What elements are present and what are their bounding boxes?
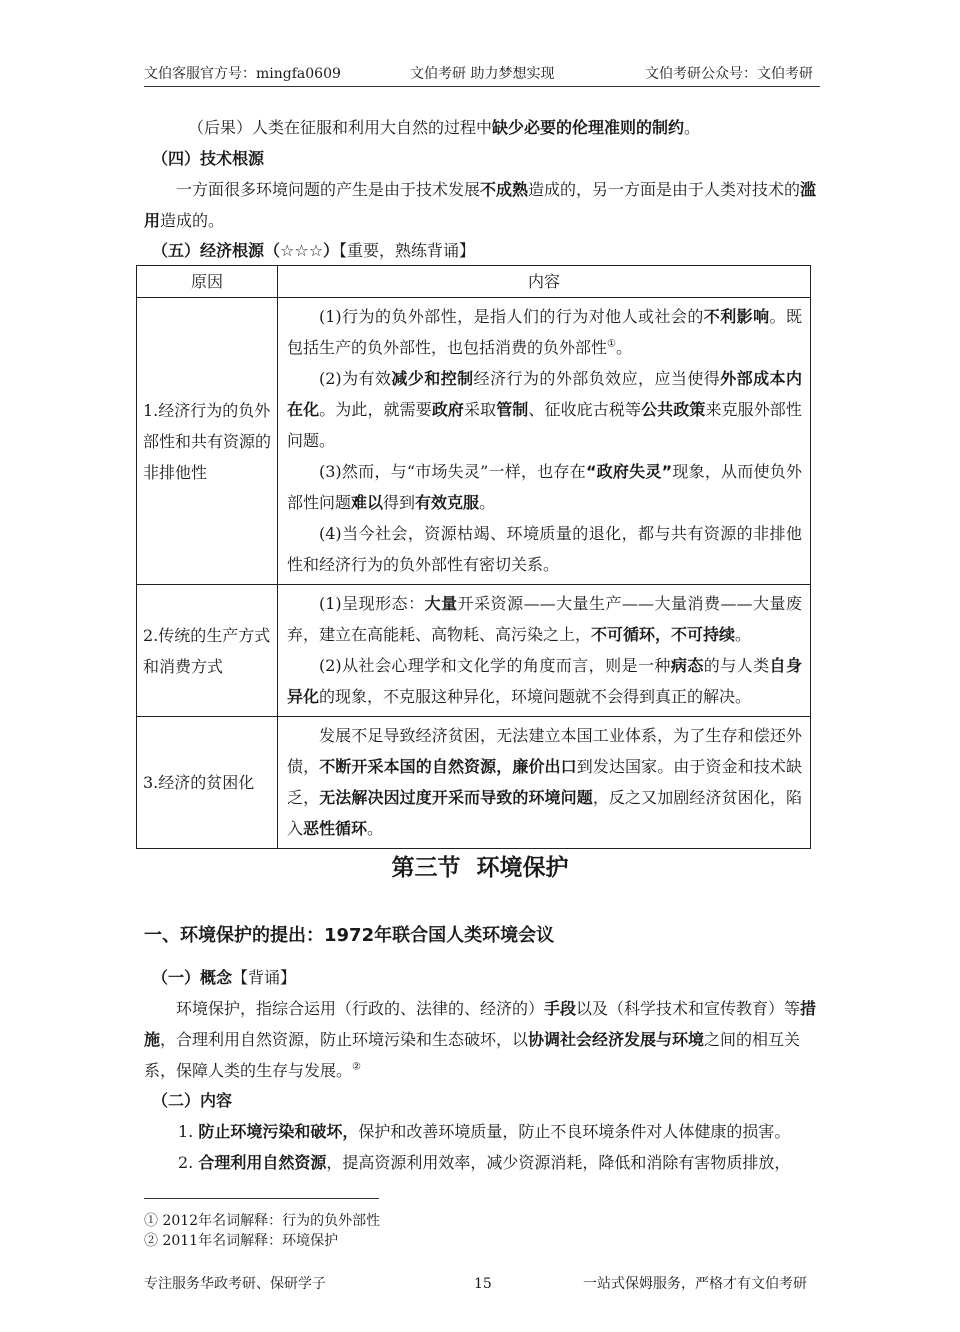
table-row [137, 585, 811, 717]
table-row [137, 717, 811, 849]
header-center: 文伯考研 助力梦想实现 [410, 66, 555, 82]
header-rule [144, 86, 820, 87]
footer-left: 专注服务华政考研、保研学子 [144, 1276, 326, 1292]
concept-definition: 环境保护，指综合运用（行政的、法律的、经济的）手段以及（科学技术和宣传教育）等措施，合理利用自然资源，防止环境污染和生态破坏，以协调社会经济发展与环境之间的相互关系，保障人类的生存与发展。② [144, 999, 817, 1080]
row1-content: (1)行为的负外部性，是指人们的行为对他人或社会的不利影响。既包括生产的负外部性，也包括消费的负外部性①。 (2)为有效减少和控制经济行为的外部负效应，应当使得外部成本内在化。为此，就需要政府采取管制、征收庇古税等公共政策来克服外部性问题。 (3)然而，与“市场失灵”一样，也存在“政府失灵”现象，从而使负外部性问题难以得到有效克服。 (4)当今社会，资源枯竭、环境质量的退化，都与共有资源的非排他性和经济行为的负外部性有密切关系。 [278, 298, 811, 585]
section-4-title: （四）技术根源 [152, 149, 265, 168]
row1-reason: 1.经济行为的负外部性和共有资源的非排他性 [137, 298, 278, 585]
footnote-1: ① 2012年名词解释：行为的负外部性 [144, 1213, 381, 1229]
page-number: 15 [474, 1276, 492, 1292]
table-row [137, 298, 811, 585]
header-left: 文伯客服官方号：mingfa0609 [144, 66, 341, 82]
col-header-content: 内容 [278, 266, 811, 298]
content-item-2: 2. 合理利用自然资源，提高资源利用效率，减少资源消耗，降低和消除有害物质排放， [178, 1153, 791, 1172]
subsection-concept-title: （一）概念【背诵】 [152, 968, 297, 987]
footnote-2: ② 2011年名词解释：环境保护 [144, 1233, 339, 1249]
subsection-content-title: （二）内容 [152, 1091, 233, 1110]
row2-content: (1)呈现形态：大量开采资源——大量生产——大量消费——大量废弃，建立在高能耗、高物耗、高污染之上，不可循环，不可持续。 (2)从社会心理学和文化学的角度而言，则是一种病态的与人类自身异化的现象，不克服这种异化，环境问题就不会得到真正的解决。 [278, 585, 811, 717]
footnote-rule [144, 1198, 379, 1199]
row3-reason: 3.经济的贫困化 [137, 717, 278, 849]
section-title: 第三节 环境保护 [391, 855, 569, 881]
section-5-title: （五）经济根源（☆☆☆）【重要，熟练背诵】 [152, 241, 476, 260]
economic-roots-table [136, 265, 811, 849]
consequence-line: （后果）人类在征服和利用大自然的过程中缺少必要的伦理准则的制约。 [188, 118, 701, 137]
part-1-title: 一、环境保护的提出：1972年联合国人类环境会议 [144, 925, 555, 946]
section-4-paragraph: 一方面很多环境问题的产生是由于技术发展不成熟造成的，另一方面是由于人类对技术的滥用造成的。 [144, 180, 817, 230]
header-right: 文伯考研公众号：文伯考研 [645, 66, 813, 82]
footer-right: 一站式保姆服务，严格才有文伯考研 [583, 1276, 807, 1292]
table-header-row [137, 266, 811, 298]
row3-content: 发展不足导致经济贫困，无法建立本国工业体系，为了生存和偿还外债，不断开采本国的自然资源，廉价出口到发达国家。由于资金和技术缺乏，无法解决因过度开采而导致的环境问题，反之又加剧经济贫困化，陷入恶性循环。 [278, 717, 811, 849]
content-item-1: 1. 防止环境污染和破坏，保护和改善环境质量，防止不良环境条件对人体健康的损害。 [178, 1122, 791, 1141]
col-header-reason: 原因 [137, 266, 278, 298]
row2-reason: 2.传统的生产方式和消费方式 [137, 585, 278, 717]
